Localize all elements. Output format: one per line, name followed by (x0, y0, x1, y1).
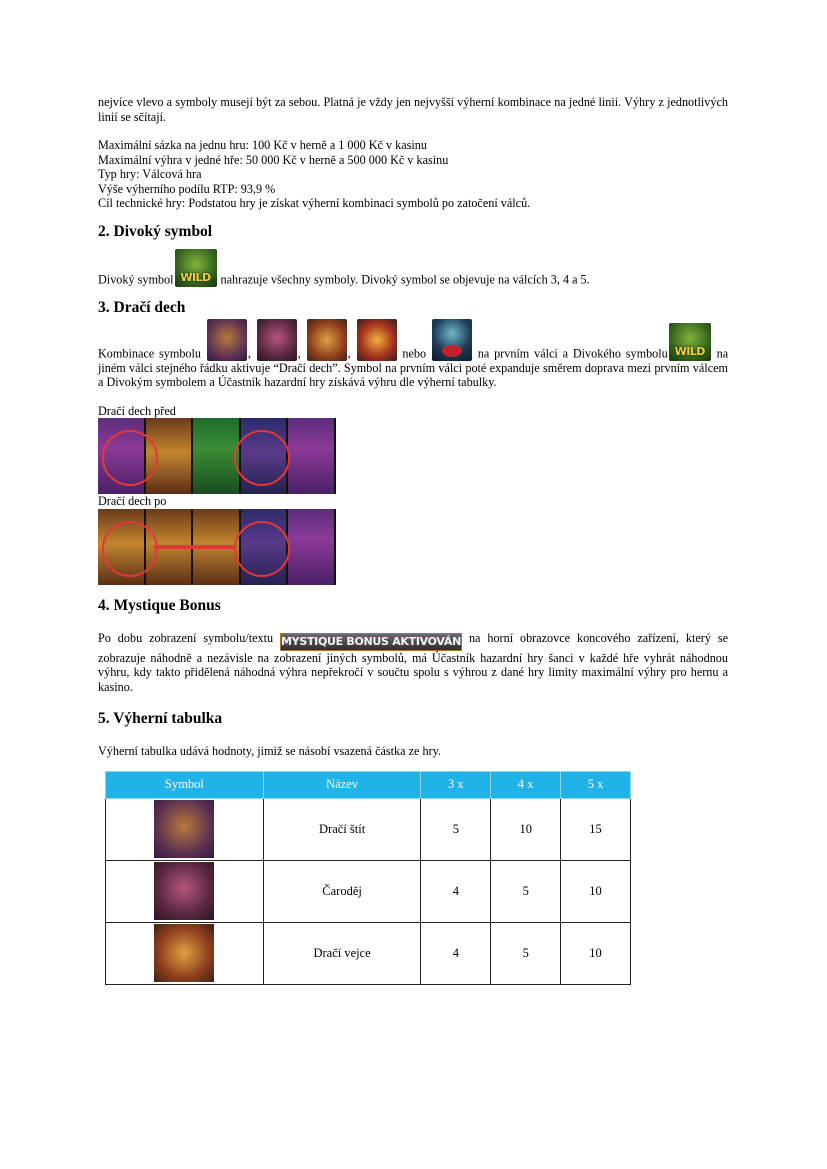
header-5x: 5 x (561, 771, 631, 798)
header-3x: 3 x (421, 771, 491, 798)
rule-line: Maximální výhra v jedné hře: 50 000 Kč v herně a 500 000 Kč v kasinu (98, 152, 449, 167)
document-page (98, 95, 728, 985)
name-cell: Čaroděj (263, 860, 421, 922)
name-cell: Dračí štít (263, 798, 421, 860)
section-heading-wild: 2. Divoký symbol (98, 222, 213, 240)
paytable-header-row (106, 771, 631, 798)
reel (288, 509, 336, 585)
cauldron-icon (432, 319, 472, 361)
wild-label: WILD (674, 344, 705, 358)
header-4x: 4 x (491, 771, 561, 798)
wild-paragraph (98, 249, 728, 287)
dragon-egg-icon (307, 319, 347, 361)
rule-line: Cíl technické hry: Podstatou hry je získat výherní kombinaci symbolů po zatočení válců. (98, 196, 531, 210)
highlight-circle (234, 521, 290, 577)
mystique-text-b: na horní obrazovce koncového zařízení, který se zobrazuje náhodně a nezávisle na zobrazení jiných symbolů, má Účastník hazardní hry šanci v každé hře vyhrát náhodnou výhru, kdy takto přidělená náhodná výhra nepřekročí v součtu spolu s výhrou z dané hry limity maximální výhry pro hernu a kasino. (98, 630, 729, 694)
dragon-breath-paragraph (98, 319, 728, 390)
wild-symbol-icon (669, 323, 711, 361)
wild-text-before: Divoký symbol (98, 272, 174, 286)
rule-line: Výše výherního podílu RTP: 93,9 % (98, 181, 276, 196)
highlight-connector (154, 545, 234, 549)
table-row (106, 922, 631, 984)
paytable-intro: Výherní tabulka udává hodnoty, jimiž se násobí vsazená částka ze hry. (98, 744, 441, 758)
mystique-paragraph (98, 631, 728, 695)
name-cell: Dračí vejce (263, 922, 421, 984)
dragon-text-c: na jiném válci stejného řádku aktivuje “Dračí dech”. Symbol na prvním válci poté expanduje směrem doprava mezi prvním válcem a Divokým symbolem a Účastník hazardní hry získává výhru dle výherní tabulky. (98, 346, 729, 389)
reels-before-image (98, 418, 336, 494)
dragon-shield-icon (207, 319, 247, 361)
header-symbol: Symbol (106, 771, 264, 798)
after-label: Dračí dech po (98, 494, 167, 508)
ring-icon (357, 319, 397, 361)
wild-text-after: nahrazuje všechny symboly. Divoký symbol se objevuje na válcích 3, 4 a 5. (220, 272, 590, 286)
highlight-circle (102, 430, 158, 486)
value-5x: 10 (561, 922, 631, 984)
dragon-text-a: Kombinace symbolu (98, 346, 201, 360)
sorcerer-icon (154, 862, 214, 920)
rule-line: Maximální sázka na jednu hru: 100 Kč v herně a 1 000 Kč v kasinu (98, 138, 427, 152)
dragon-text-b: na prvním válci a Divokého symbolu (477, 346, 668, 360)
dragon-text-nebo: nebo (402, 346, 427, 360)
section-heading-mystique: 4. Mystique Bonus (98, 596, 221, 614)
section-heading-dragon-breath: 3. Dračí dech (98, 298, 186, 316)
separator: , (297, 346, 301, 360)
value-3x: 5 (421, 798, 491, 860)
mystique-bonus-banner: MYSTIQUE BONUS AKTIVOVÁN (280, 633, 462, 651)
wild-symbol-icon (175, 249, 217, 287)
header-name: Název (263, 771, 421, 798)
rule-line: Typ hry: Válcová hra (98, 167, 202, 181)
value-5x: 15 (561, 798, 631, 860)
value-3x: 4 (421, 922, 491, 984)
value-4x: 5 (491, 860, 561, 922)
symbol-cell (106, 860, 264, 922)
paytable (105, 771, 631, 985)
value-4x: 5 (491, 922, 561, 984)
highlight-circle (102, 521, 158, 577)
reels-after-image (98, 509, 336, 585)
separator: , (347, 346, 351, 360)
intro-paragraph: nejvíce vlevo a symboly musejí být za sebou. Platná je vždy jen nejvyšší výherní kombinace na jedné linii. Výhry z jednotlivých linií se sčítají. (98, 95, 728, 124)
section-heading-paytable: 5. Výherní tabulka (98, 710, 223, 727)
table-row (106, 860, 631, 922)
table-row (106, 798, 631, 860)
before-label: Dračí dech před (98, 403, 176, 418)
value-4x: 10 (491, 798, 561, 860)
value-5x: 10 (561, 860, 631, 922)
reel (288, 418, 336, 494)
dragon-shield-icon (154, 800, 214, 858)
separator: , (247, 346, 251, 360)
symbol-cell (106, 922, 264, 984)
sorcerer-icon (257, 319, 297, 361)
symbol-cell (106, 798, 264, 860)
value-3x: 4 (421, 860, 491, 922)
wild-label: WILD (180, 270, 211, 284)
mystique-text-a: Po dobu zobrazení symbolu/textu (98, 630, 274, 645)
dragon-egg-icon (154, 924, 214, 982)
highlight-circle (234, 430, 290, 486)
